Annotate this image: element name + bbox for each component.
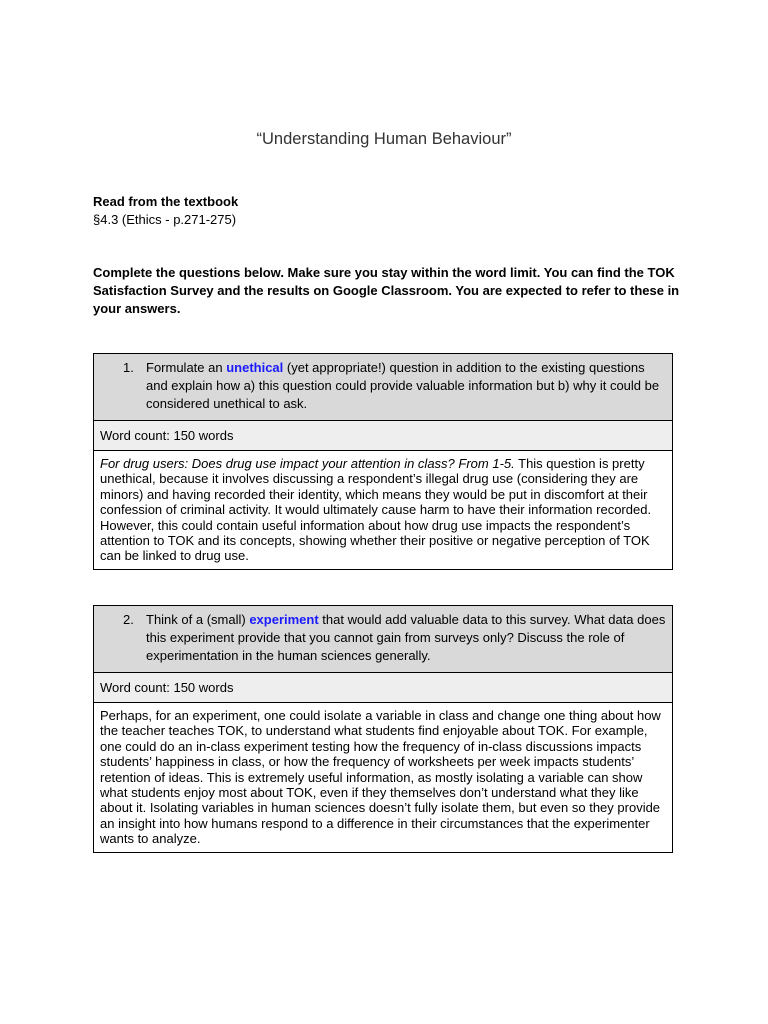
reading-heading: Read from the textbook xyxy=(93,194,239,209)
reading-reference: §4.3 (Ethics - p.271-275) xyxy=(93,212,237,227)
prompt-text: Think of a (small) xyxy=(146,612,250,627)
question-table-2 xyxy=(93,605,673,853)
prompt-keyword: experiment xyxy=(249,612,319,627)
question-number: 2. xyxy=(123,612,134,627)
answer-text: This question is pretty unethical, because it involves discussing a respondent’s illegal drug use (considering they are minors) and having recorded their identity, which means they would be put in discomfort at their confession of criminal activity. It would ultimately cause harm to have their information recorded. However, this could contain useful information about how drug use impacts the respondent’s attention to TOK and its concepts, showing whether their positive or negative perception of TOK can be linked to drug use. xyxy=(100,456,652,564)
answer-italic-text: For drug users: Does drug use impact your attention in class? From 1-5. xyxy=(100,456,515,471)
prompt-text: (yet appropriate!) question in addition to the existing questions and explain how a) this question could provide valuable information but b) why it could be considered unethical to ask. xyxy=(146,360,660,411)
question-number: 1. xyxy=(123,360,134,375)
document-title: “Understanding Human Behaviour” xyxy=(256,130,512,148)
question-prompt-1 xyxy=(94,354,672,421)
answer-cell-2[interactable] xyxy=(94,703,672,852)
answer-cell-1[interactable] xyxy=(94,451,672,569)
prompt-text: that would add valuable data to this survey. What data does this experiment provide that you cannot gain from surveys only? Discuss the role of experimentation in the human sciences generally. xyxy=(146,612,666,663)
word-count-label: Word count: 150 words xyxy=(94,673,672,703)
prompt-keyword: unethical xyxy=(226,360,284,375)
reading-assignment xyxy=(93,193,238,229)
word-count-label: Word count: 150 words xyxy=(94,421,672,451)
prompt-text: Formulate an xyxy=(146,360,227,375)
question-prompt-2 xyxy=(94,606,672,673)
answer-text: Perhaps, for an experiment, one could isolate a variable in class and change one thing about how the teacher teaches TOK, to understand what students find enjoyable about TOK. For example, one could do an in-class experiment testing how the frequency of in-class discussions impacts students’ happiness in class, or how the frequency of worksheets per week impacts students’ retention of ideas. This is extremely useful information, as mostly isolating a variable can show what students enjoy most about TOK, even if they themselves don’t understand what they like about it. Isolating variables in human sciences doesn’t fully isolate them, but even so they provide an insight into how humans respond to a difference in their circumstances that the experimenter wants to analyze. xyxy=(100,708,661,847)
instructions-text: Complete the questions below. Make sure you stay within the word limit. You can find the TOK Satisfaction Survey and the results on Google Classroom. You are expected to refer to these in your answers. xyxy=(93,265,680,316)
question-table-1 xyxy=(93,353,673,570)
